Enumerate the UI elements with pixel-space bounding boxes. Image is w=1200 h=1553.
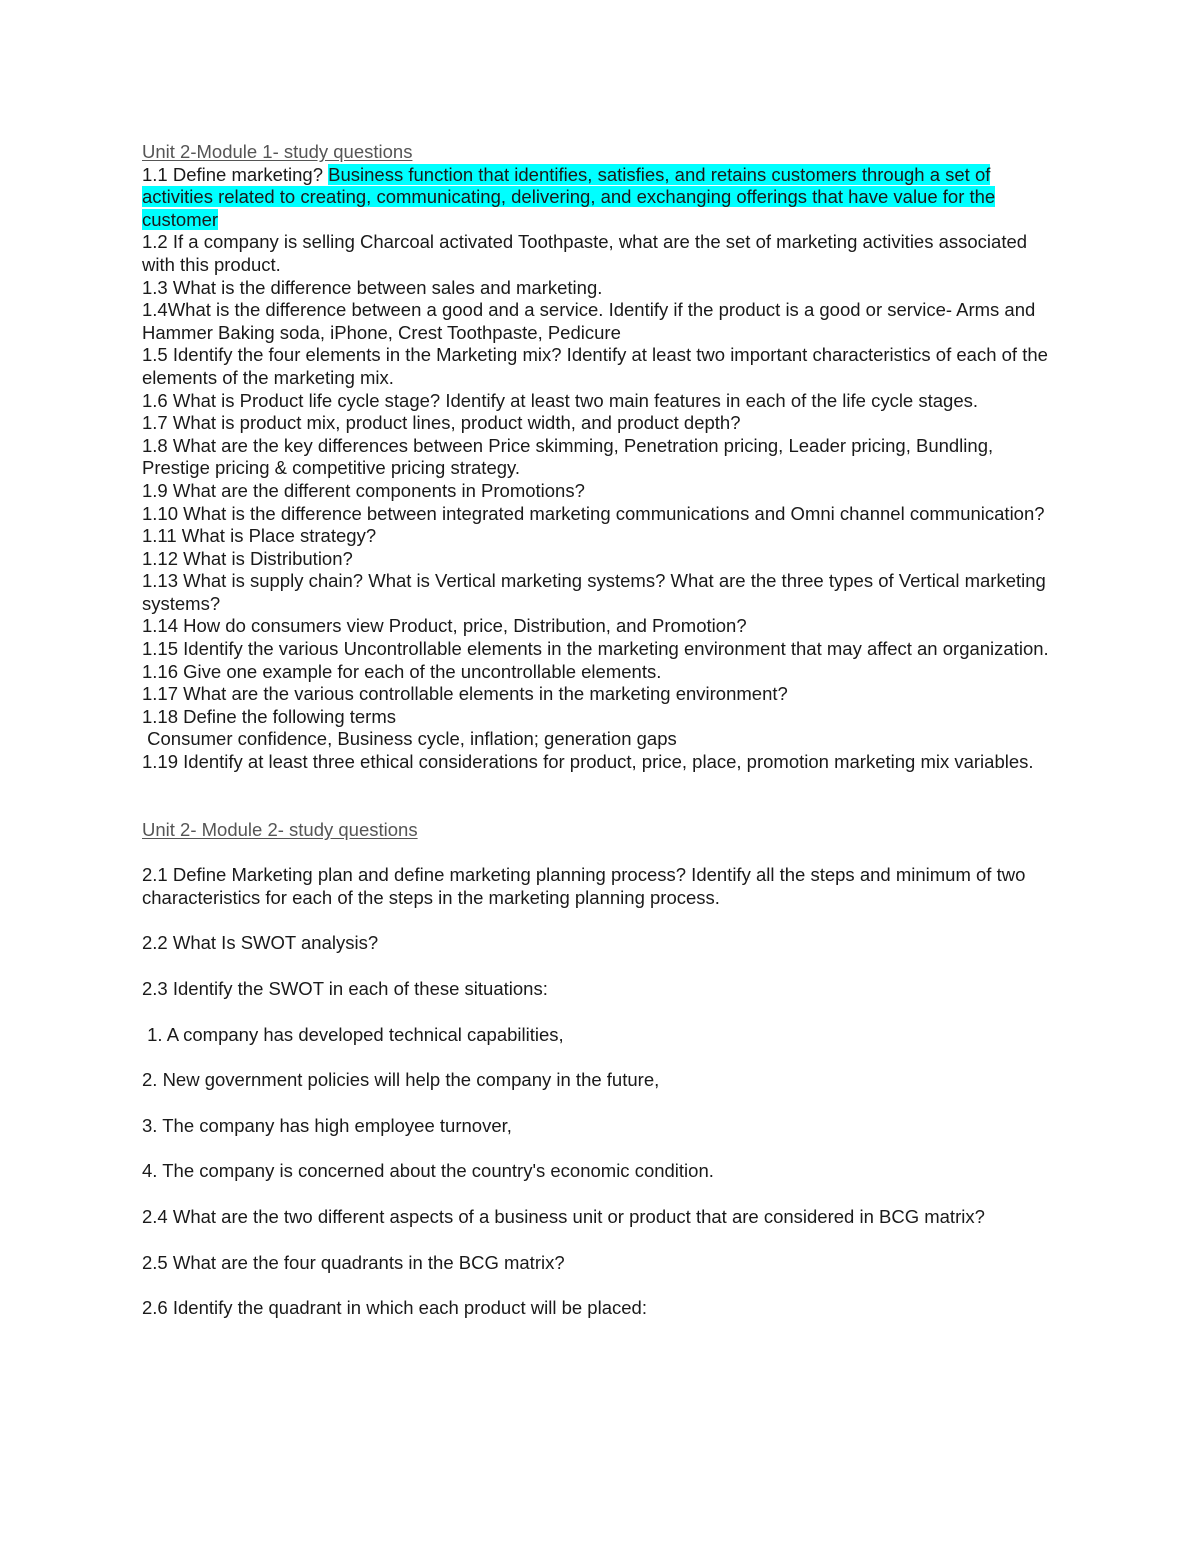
question-2-5: 2.5 What are the four quadrants in the BCG matrix?: [142, 1251, 565, 1273]
question-2-1: 2.1 Define Marketing plan and define marketing planning process? Identify all the steps and minimum of two characteristics for each of the steps in the marketing planning process.: [142, 864, 1026, 908]
document-page: [142, 141, 1052, 1343]
question-1-18-terms: Consumer confidence, Business cycle, inflation; generation gaps: [142, 728, 677, 750]
question-2-6: 2.6 Identify the quadrant in which each product will be placed:: [142, 1297, 647, 1319]
swot-situation-1: 1. A company has developed technical capabilities,: [142, 1023, 564, 1045]
question-1-2: 1.2 If a company is selling Charcoal activated Toothpaste, what are the set of marketing activities associated with this product.: [142, 231, 1028, 275]
question-1-11: 1.11 What is Place strategy?: [142, 525, 377, 547]
question-1-1: [142, 164, 1052, 232]
question-1-3: 1.3 What is the difference between sales and marketing.: [142, 276, 603, 298]
question-1-1-answer-highlight: Business function that identifies, satisfies, and retains customers through a set of activities related to creating, communicating, delivering, and exchanging offerings that have value for the customer: [142, 163, 996, 230]
question-1-5: 1.5 Identify the four elements in the Marketing mix? Identify at least two important characteristics of each of the elements of the marketing mix.: [142, 344, 1048, 388]
section-spacer: [142, 774, 1052, 819]
question-1-12: 1.12 What is Distribution?: [142, 547, 353, 569]
question-2-3: 2.3 Identify the SWOT in each of these situations:: [142, 978, 548, 999]
question-1-13: 1.13 What is supply chain? What is Vertical marketing systems? What are the three types of Vertical marketing systems?: [142, 570, 1046, 614]
question-2-2: 2.2 What Is SWOT analysis?: [142, 932, 379, 954]
question-1-1-prefix: 1.1 Define marketing?: [142, 163, 329, 185]
swot-situation-3: 3. The company has high employee turnover,: [142, 1114, 512, 1136]
question-2-4: 2.4 What are the two different aspects of a business unit or product that are considered in BCG matrix?: [142, 1205, 985, 1227]
question-1-8: 1.8 What are the key differences between Price skimming, Penetration pricing, Leader pricing, Bundling, Prestige pricing & competitive pricing strategy.: [142, 434, 994, 479]
question-1-7: 1.7 What is product mix, product lines, product width, and product depth?: [142, 412, 741, 434]
question-1-10: 1.10 What is the difference between integrated marketing communications and Omni channel communication?: [142, 502, 1045, 524]
swot-situation-4: 4. The company is concerned about the country's economic condition.: [142, 1160, 714, 1182]
question-1-17: 1.17 What are the various controllable elements in the marketing environment?: [142, 683, 788, 705]
module1-heading: Unit 2-Module 1- study questions: [142, 141, 413, 162]
question-1-19: 1.19 Identify at least three ethical considerations for product, price, place, promotion marketing mix variables.: [142, 751, 1034, 773]
module2-heading: Unit 2- Module 2- study questions: [142, 818, 418, 840]
question-1-4: 1.4What is the difference between a good and a service. Identify if the product is a good or service- Arms and Hammer Baking soda, iPhone, Crest Toothpaste, Pedicure: [142, 299, 1036, 343]
question-1-16: 1.16 Give one example for each of the uncontrollable elements.: [142, 660, 662, 682]
question-1-18: 1.18 Define the following terms: [142, 705, 396, 727]
swot-situation-2: 2. New government policies will help the company in the future,: [142, 1069, 660, 1091]
question-1-6: 1.6 What is Product life cycle stage? Identify at least two main features in each of the life cycle stages.: [142, 389, 979, 411]
question-1-9: 1.9 What are the different components in Promotions?: [142, 479, 585, 501]
question-1-14: 1.14 How do consumers view Product, price, Distribution, and Promotion?: [142, 615, 747, 637]
question-1-15: 1.15 Identify the various Uncontrollable elements in the marketing environment that may affect an organization.: [142, 638, 1049, 660]
